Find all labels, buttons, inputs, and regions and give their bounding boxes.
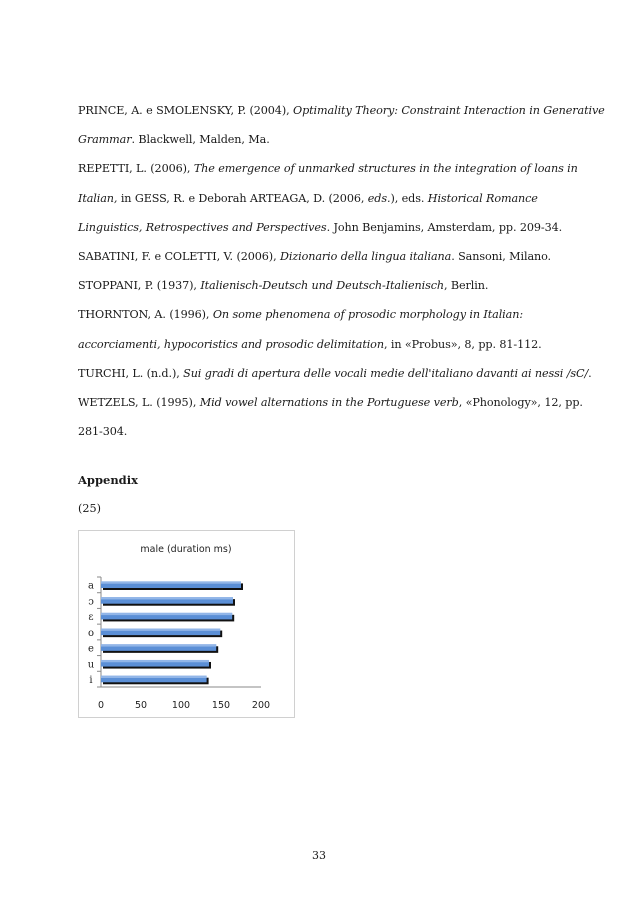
reference-line [78, 300, 578, 329]
reference-line [78, 184, 578, 213]
bar-highlight [101, 644, 216, 646]
appendix-heading: Appendix [78, 473, 138, 487]
reference-line [78, 417, 578, 446]
x-tick-label: 0 [97, 700, 105, 711]
reference-italic-text: Italienisch-Deutsch und Deutsch-Italienisch [200, 279, 444, 293]
reference-text: THORNTON, A. (1996), [78, 308, 213, 322]
y-tick-label: i [89, 674, 93, 686]
reference-text: in GESS, R. e Deborah ARTEAGA, D. (2006, [117, 191, 368, 205]
reference-line [78, 154, 578, 183]
reference-line [78, 359, 592, 388]
reference-text: 281-304. [78, 425, 128, 439]
reference-text: . Sansoni, Milano. [451, 250, 552, 264]
x-tick-label: 100 [171, 700, 191, 711]
references-list [78, 96, 605, 446]
reference-italic-text: Italian, [78, 191, 118, 205]
reference-text: , Berlin. [443, 279, 489, 293]
x-tick-label: 50 [134, 700, 148, 711]
reference-italic-text: Sui gradi di apertura delle vocali medie dell'italiano davanti ai nessi /sC/ [183, 366, 589, 380]
bar-highlight [101, 660, 209, 662]
chart-svg [79, 531, 294, 717]
reference-italic-text: Grammar [78, 133, 132, 147]
reference-text: . [588, 366, 592, 380]
reference-italic-text: Historical Romance [427, 191, 538, 205]
y-tick-label: a [88, 580, 94, 592]
bar-highlight [101, 613, 232, 615]
reference-line [78, 213, 578, 242]
reference-line [78, 271, 578, 300]
x-tick-label: 150 [211, 700, 231, 711]
chart-title: male (duration ms) [140, 544, 232, 555]
reference-italic-text: Mid vowel alternations in the Portuguese verb [199, 396, 459, 410]
bar-highlight [101, 581, 241, 583]
reference-text: WETZELS, L. (1995), [78, 396, 200, 410]
reference-italic-text: accorciamenti, hypocoristics and prosodic delimitation [78, 337, 384, 351]
reference-text: . Blackwell, Malden, Ma. [131, 133, 270, 147]
bar-highlight [101, 676, 207, 678]
x-tick-label: 200 [251, 700, 271, 711]
duration-chart [78, 530, 295, 718]
reference-line [78, 125, 578, 154]
reference-italic-text: Linguistics, Retrospectives and Perspectives [78, 220, 327, 234]
reference-text: STOPPANI, P. (1937), [78, 279, 201, 293]
reference-text: , «Phonology», 12, pp. [458, 396, 583, 410]
y-tick-label: ɛ [88, 612, 94, 624]
reference-text: REPETTI, L. (2006), [78, 162, 194, 176]
reference-italic-text: Dizionario della lingua italiana [279, 250, 452, 264]
reference-text: SABATINI, F. e COLETTI, V. (2006), [78, 250, 280, 264]
y-tick-label: ɔ [88, 596, 94, 608]
y-tick-label: u [87, 659, 95, 671]
reference-line [78, 330, 578, 359]
reference-italic-text: Optimality Theory: Constraint Interaction in Generative [293, 104, 605, 117]
bar-highlight [101, 597, 233, 599]
reference-text: PRINCE, A. e SMOLENSKY, P. (2004), [78, 104, 294, 117]
reference-text: . John Benjamins, Amsterdam, pp. 209-34. [326, 220, 563, 234]
y-tick-label: o [87, 627, 95, 639]
y-tick-label: e [88, 643, 94, 655]
reference-italic-text: On some phenomena of prosodic morphology in Italian: [212, 308, 523, 322]
reference-text: , in «Probus», 8, pp. 81-112. [383, 337, 542, 351]
reference-italic-text: eds. [367, 191, 391, 205]
reference-line [78, 96, 605, 125]
reference-line [78, 388, 583, 417]
reference-line [78, 242, 578, 271]
reference-text: ), eds. [390, 191, 428, 205]
reference-text: TURCHI, L. (n.d.), [78, 366, 184, 380]
page-number: 33 [312, 849, 326, 862]
reference-italic-text: The emergence of unmarked structures in the integration of loans in [193, 162, 578, 176]
bar-highlight [101, 629, 220, 631]
example-number: (25) [78, 502, 101, 515]
